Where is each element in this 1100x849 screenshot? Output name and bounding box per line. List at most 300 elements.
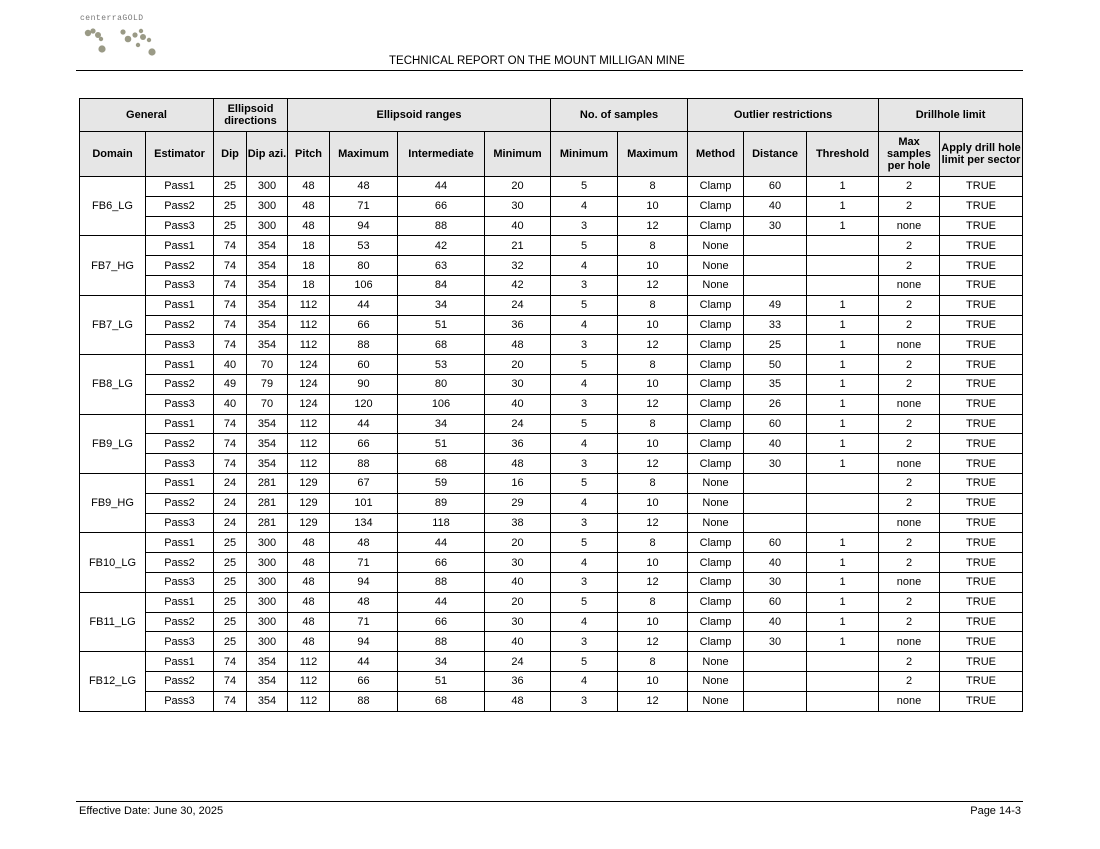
table-row [80, 335, 1023, 355]
col-header-apply-drill-hole-limit: Apply drill hole limit per sector [940, 132, 1023, 177]
cell-estimator: Pass3 [146, 335, 214, 355]
group-header-drillhole-limit: Drillhole limit [879, 99, 1023, 132]
cell-max-samples-per-hole: 2 [879, 612, 940, 632]
cell-dip: 74 [214, 256, 247, 276]
cell-estimator: Pass3 [146, 691, 214, 711]
cell-samples-minimum: 5 [551, 592, 618, 612]
company-logo [80, 14, 170, 64]
cell-distance: 40 [744, 612, 807, 632]
cell-domain: FB11_LG [80, 592, 146, 651]
group-header-ellipsoid-ranges: Ellipsoid ranges [288, 99, 551, 132]
cell-method: None [688, 671, 744, 691]
cell-range-intermediate: 118 [398, 513, 485, 533]
table-row [80, 355, 1023, 375]
cell-samples-maximum: 12 [618, 275, 688, 295]
cell-samples-minimum: 3 [551, 394, 618, 414]
table-row [80, 612, 1023, 632]
cell-pitch: 112 [288, 434, 330, 454]
cell-samples-minimum: 5 [551, 533, 618, 553]
cell-estimator: Pass3 [146, 275, 214, 295]
cell-range-intermediate: 89 [398, 493, 485, 513]
cell-range-intermediate: 68 [398, 335, 485, 355]
cell-domain: FB10_LG [80, 533, 146, 592]
cell-samples-maximum: 8 [618, 236, 688, 256]
cell-pitch: 112 [288, 315, 330, 335]
cell-distance: 30 [744, 632, 807, 652]
cell-range-minimum: 21 [485, 236, 551, 256]
cell-range-maximum: 48 [330, 177, 398, 197]
cell-dip-azi: 281 [247, 493, 288, 513]
cell-apply-drill-hole-limit: TRUE [940, 216, 1023, 236]
cell-threshold [807, 691, 879, 711]
cell-range-maximum: 101 [330, 493, 398, 513]
cell-estimator: Pass1 [146, 414, 214, 434]
cell-threshold [807, 473, 879, 493]
cell-apply-drill-hole-limit: TRUE [940, 355, 1023, 375]
cell-pitch: 48 [288, 216, 330, 236]
cell-threshold: 1 [807, 533, 879, 553]
cell-range-intermediate: 59 [398, 473, 485, 493]
cell-distance: 40 [744, 196, 807, 216]
cell-method: Clamp [688, 632, 744, 652]
cell-method: None [688, 275, 744, 295]
cell-pitch: 124 [288, 374, 330, 394]
cell-distance [744, 691, 807, 711]
cell-dip: 40 [214, 394, 247, 414]
cell-range-intermediate: 34 [398, 414, 485, 434]
cell-range-maximum: 94 [330, 216, 398, 236]
cell-range-maximum: 71 [330, 612, 398, 632]
cell-max-samples-per-hole: none [879, 632, 940, 652]
cell-threshold: 1 [807, 315, 879, 335]
cell-apply-drill-hole-limit: TRUE [940, 592, 1023, 612]
cell-distance [744, 671, 807, 691]
cell-samples-maximum: 12 [618, 216, 688, 236]
cell-pitch: 48 [288, 592, 330, 612]
col-header-samples-minimum: Minimum [551, 132, 618, 177]
cell-range-minimum: 36 [485, 671, 551, 691]
cell-max-samples-per-hole: 2 [879, 196, 940, 216]
cell-dip-azi: 300 [247, 553, 288, 573]
cell-samples-maximum: 12 [618, 335, 688, 355]
cell-distance: 60 [744, 533, 807, 553]
cell-distance: 30 [744, 454, 807, 474]
cell-max-samples-per-hole: 2 [879, 177, 940, 197]
cell-distance: 30 [744, 572, 807, 592]
cell-pitch: 129 [288, 513, 330, 533]
cell-threshold [807, 652, 879, 672]
table-row [80, 177, 1023, 197]
group-header-ellipsoid-directions: Ellipsoid directions [214, 99, 288, 132]
cell-estimator: Pass2 [146, 315, 214, 335]
cell-max-samples-per-hole: 2 [879, 295, 940, 315]
cell-range-intermediate: 51 [398, 315, 485, 335]
cell-estimator: Pass3 [146, 513, 214, 533]
cell-samples-minimum: 4 [551, 315, 618, 335]
cell-max-samples-per-hole: none [879, 216, 940, 236]
cell-distance [744, 275, 807, 295]
cell-samples-maximum: 12 [618, 632, 688, 652]
cell-range-intermediate: 51 [398, 671, 485, 691]
cell-threshold: 1 [807, 632, 879, 652]
cell-range-maximum: 66 [330, 671, 398, 691]
cell-range-maximum: 80 [330, 256, 398, 276]
cell-estimator: Pass2 [146, 671, 214, 691]
cell-method: Clamp [688, 315, 744, 335]
cell-range-minimum: 29 [485, 493, 551, 513]
table-row [80, 315, 1023, 335]
col-header-pitch: Pitch [288, 132, 330, 177]
cell-apply-drill-hole-limit: TRUE [940, 572, 1023, 592]
cell-estimator: Pass3 [146, 632, 214, 652]
cell-dip-azi: 300 [247, 592, 288, 612]
cell-samples-maximum: 10 [618, 315, 688, 335]
cell-method: Clamp [688, 374, 744, 394]
cell-range-minimum: 40 [485, 572, 551, 592]
cell-range-minimum: 48 [485, 691, 551, 711]
cell-threshold [807, 275, 879, 295]
cell-apply-drill-hole-limit: TRUE [940, 196, 1023, 216]
cell-samples-minimum: 3 [551, 454, 618, 474]
cell-dip-azi: 354 [247, 256, 288, 276]
cell-dip-azi: 300 [247, 572, 288, 592]
cell-range-maximum: 67 [330, 473, 398, 493]
cell-range-minimum: 30 [485, 612, 551, 632]
cell-max-samples-per-hole: 2 [879, 414, 940, 434]
cell-samples-minimum: 4 [551, 671, 618, 691]
cell-dip: 24 [214, 493, 247, 513]
cell-method: Clamp [688, 434, 744, 454]
cell-apply-drill-hole-limit: TRUE [940, 612, 1023, 632]
cell-range-intermediate: 34 [398, 295, 485, 315]
cell-dip-azi: 354 [247, 335, 288, 355]
cell-estimator: Pass1 [146, 592, 214, 612]
cell-estimator: Pass2 [146, 374, 214, 394]
cell-range-maximum: 71 [330, 553, 398, 573]
cell-method: None [688, 652, 744, 672]
cell-range-minimum: 38 [485, 513, 551, 533]
cell-samples-maximum: 8 [618, 533, 688, 553]
cell-pitch: 124 [288, 355, 330, 375]
cell-dip-azi: 354 [247, 295, 288, 315]
cell-pitch: 48 [288, 612, 330, 632]
cell-dip-azi: 354 [247, 671, 288, 691]
cell-pitch: 48 [288, 533, 330, 553]
cell-max-samples-per-hole: 2 [879, 493, 940, 513]
cell-samples-maximum: 10 [618, 553, 688, 573]
cell-pitch: 48 [288, 632, 330, 652]
cell-apply-drill-hole-limit: TRUE [940, 691, 1023, 711]
cell-method: Clamp [688, 295, 744, 315]
cell-range-minimum: 36 [485, 315, 551, 335]
cell-max-samples-per-hole: 2 [879, 256, 940, 276]
cell-dip: 25 [214, 572, 247, 592]
cell-range-intermediate: 44 [398, 533, 485, 553]
cell-distance: 26 [744, 394, 807, 414]
cell-range-minimum: 40 [485, 216, 551, 236]
cell-distance: 49 [744, 295, 807, 315]
cell-dip-azi: 70 [247, 394, 288, 414]
cell-samples-minimum: 5 [551, 652, 618, 672]
cell-threshold: 1 [807, 553, 879, 573]
cell-threshold [807, 513, 879, 533]
cell-estimator: Pass1 [146, 177, 214, 197]
cell-dip: 74 [214, 335, 247, 355]
cell-domain: FB8_LG [80, 355, 146, 414]
cell-max-samples-per-hole: none [879, 513, 940, 533]
cell-threshold: 1 [807, 196, 879, 216]
cell-apply-drill-hole-limit: TRUE [940, 671, 1023, 691]
col-header-domain: Domain [80, 132, 146, 177]
cell-samples-maximum: 8 [618, 355, 688, 375]
cell-max-samples-per-hole: none [879, 275, 940, 295]
cell-distance [744, 513, 807, 533]
cell-dip: 24 [214, 513, 247, 533]
cell-dip: 25 [214, 632, 247, 652]
cell-samples-maximum: 8 [618, 177, 688, 197]
cell-dip: 74 [214, 414, 247, 434]
cell-dip-azi: 354 [247, 414, 288, 434]
cell-max-samples-per-hole: none [879, 454, 940, 474]
cell-range-minimum: 30 [485, 374, 551, 394]
table-row [80, 295, 1023, 315]
cell-dip: 74 [214, 295, 247, 315]
cell-pitch: 112 [288, 335, 330, 355]
cell-dip-azi: 354 [247, 236, 288, 256]
cell-threshold: 1 [807, 454, 879, 474]
cell-dip: 25 [214, 592, 247, 612]
table-row [80, 236, 1023, 256]
table-row [80, 513, 1023, 533]
cell-estimator: Pass1 [146, 533, 214, 553]
cell-samples-minimum: 3 [551, 513, 618, 533]
cell-samples-maximum: 8 [618, 652, 688, 672]
cell-max-samples-per-hole: none [879, 394, 940, 414]
cell-estimator: Pass2 [146, 553, 214, 573]
footer-divider [76, 801, 1023, 802]
cell-max-samples-per-hole: 2 [879, 236, 940, 256]
cell-samples-minimum: 5 [551, 295, 618, 315]
cell-dip-azi: 354 [247, 652, 288, 672]
cell-dip: 25 [214, 196, 247, 216]
cell-range-maximum: 48 [330, 592, 398, 612]
cell-estimator: Pass1 [146, 355, 214, 375]
cell-distance [744, 493, 807, 513]
table-row [80, 434, 1023, 454]
cell-pitch: 112 [288, 652, 330, 672]
cell-method: Clamp [688, 572, 744, 592]
cell-method: Clamp [688, 216, 744, 236]
cell-samples-minimum: 4 [551, 374, 618, 394]
cell-range-intermediate: 106 [398, 394, 485, 414]
cell-range-intermediate: 88 [398, 632, 485, 652]
cell-method: None [688, 691, 744, 711]
table-row [80, 256, 1023, 276]
cell-range-minimum: 20 [485, 355, 551, 375]
cell-range-minimum: 24 [485, 414, 551, 434]
cell-range-minimum: 24 [485, 295, 551, 315]
cell-threshold [807, 236, 879, 256]
cell-distance: 25 [744, 335, 807, 355]
table-row [80, 652, 1023, 672]
cell-threshold: 1 [807, 592, 879, 612]
cell-range-intermediate: 66 [398, 553, 485, 573]
cell-apply-drill-hole-limit: TRUE [940, 513, 1023, 533]
cell-range-intermediate: 66 [398, 196, 485, 216]
cell-pitch: 129 [288, 493, 330, 513]
cell-samples-maximum: 12 [618, 454, 688, 474]
cell-max-samples-per-hole: none [879, 335, 940, 355]
cell-range-maximum: 71 [330, 196, 398, 216]
cell-samples-minimum: 5 [551, 473, 618, 493]
cell-max-samples-per-hole: 2 [879, 374, 940, 394]
cell-distance [744, 473, 807, 493]
table-body [80, 177, 1023, 712]
cell-dip-azi: 300 [247, 196, 288, 216]
cell-samples-minimum: 4 [551, 256, 618, 276]
cell-range-maximum: 48 [330, 533, 398, 553]
cell-range-intermediate: 51 [398, 434, 485, 454]
cell-range-minimum: 30 [485, 196, 551, 216]
cell-samples-minimum: 4 [551, 493, 618, 513]
cell-range-intermediate: 44 [398, 592, 485, 612]
cell-apply-drill-hole-limit: TRUE [940, 335, 1023, 355]
cell-samples-minimum: 4 [551, 553, 618, 573]
cell-range-maximum: 106 [330, 275, 398, 295]
cell-max-samples-per-hole: 2 [879, 434, 940, 454]
cell-distance: 33 [744, 315, 807, 335]
cell-pitch: 129 [288, 473, 330, 493]
cell-apply-drill-hole-limit: TRUE [940, 275, 1023, 295]
cell-samples-minimum: 5 [551, 177, 618, 197]
cell-range-intermediate: 68 [398, 454, 485, 474]
cell-apply-drill-hole-limit: TRUE [940, 394, 1023, 414]
cell-range-intermediate: 42 [398, 236, 485, 256]
cell-samples-maximum: 12 [618, 691, 688, 711]
cell-distance [744, 256, 807, 276]
cell-distance: 40 [744, 553, 807, 573]
cell-distance [744, 236, 807, 256]
cell-domain: FB7_HG [80, 236, 146, 295]
cell-threshold [807, 256, 879, 276]
cell-range-minimum: 16 [485, 473, 551, 493]
table-row [80, 374, 1023, 394]
table-row [80, 454, 1023, 474]
cell-estimator: Pass1 [146, 236, 214, 256]
cell-dip: 74 [214, 671, 247, 691]
cell-method: None [688, 256, 744, 276]
cell-range-intermediate: 63 [398, 256, 485, 276]
cell-apply-drill-hole-limit: TRUE [940, 473, 1023, 493]
cell-apply-drill-hole-limit: TRUE [940, 374, 1023, 394]
col-header-range-maximum: Maximum [330, 132, 398, 177]
cell-max-samples-per-hole: 2 [879, 355, 940, 375]
cell-samples-maximum: 12 [618, 513, 688, 533]
cell-apply-drill-hole-limit: TRUE [940, 652, 1023, 672]
cell-range-minimum: 32 [485, 256, 551, 276]
cell-max-samples-per-hole: none [879, 572, 940, 592]
cell-samples-minimum: 3 [551, 691, 618, 711]
cell-domain: FB6_LG [80, 177, 146, 236]
cell-threshold: 1 [807, 374, 879, 394]
cell-distance: 60 [744, 177, 807, 197]
table-row [80, 275, 1023, 295]
table-row [80, 196, 1023, 216]
cell-dip-azi: 354 [247, 454, 288, 474]
cell-range-intermediate: 44 [398, 177, 485, 197]
cell-max-samples-per-hole: 2 [879, 671, 940, 691]
cell-apply-drill-hole-limit: TRUE [940, 454, 1023, 474]
cell-dip-azi: 70 [247, 355, 288, 375]
cell-samples-minimum: 4 [551, 612, 618, 632]
cell-pitch: 112 [288, 454, 330, 474]
cell-samples-maximum: 10 [618, 374, 688, 394]
cell-distance: 35 [744, 374, 807, 394]
cell-dip-azi: 354 [247, 691, 288, 711]
cell-range-minimum: 30 [485, 553, 551, 573]
cell-domain: FB7_LG [80, 295, 146, 354]
cell-distance: 30 [744, 216, 807, 236]
cell-pitch: 48 [288, 553, 330, 573]
table-row [80, 592, 1023, 612]
cell-threshold [807, 493, 879, 513]
col-header-estimator: Estimator [146, 132, 214, 177]
cell-method: Clamp [688, 414, 744, 434]
cell-pitch: 124 [288, 394, 330, 414]
table-row [80, 394, 1023, 414]
cell-threshold: 1 [807, 216, 879, 236]
cell-distance: 40 [744, 434, 807, 454]
cell-distance: 50 [744, 355, 807, 375]
cell-dip: 74 [214, 434, 247, 454]
cell-dip: 74 [214, 652, 247, 672]
cell-samples-maximum: 8 [618, 473, 688, 493]
cell-pitch: 18 [288, 275, 330, 295]
cell-samples-minimum: 4 [551, 196, 618, 216]
cell-pitch: 112 [288, 671, 330, 691]
cell-domain: FB9_HG [80, 473, 146, 532]
cell-range-intermediate: 80 [398, 374, 485, 394]
cell-estimator: Pass1 [146, 652, 214, 672]
cell-range-maximum: 66 [330, 434, 398, 454]
cell-method: None [688, 473, 744, 493]
cell-range-maximum: 88 [330, 335, 398, 355]
table-row [80, 553, 1023, 573]
cell-samples-minimum: 5 [551, 414, 618, 434]
cell-pitch: 112 [288, 295, 330, 315]
cell-estimator: Pass2 [146, 434, 214, 454]
cell-estimator: Pass2 [146, 612, 214, 632]
cell-pitch: 18 [288, 256, 330, 276]
group-header-row [80, 99, 1023, 132]
cell-range-minimum: 48 [485, 454, 551, 474]
cell-apply-drill-hole-limit: TRUE [940, 493, 1023, 513]
cell-dip-azi: 354 [247, 434, 288, 454]
cell-range-minimum: 20 [485, 177, 551, 197]
group-header-no-of-samples: No. of samples [551, 99, 688, 132]
cell-apply-drill-hole-limit: TRUE [940, 553, 1023, 573]
cell-range-intermediate: 34 [398, 652, 485, 672]
cell-dip-azi: 354 [247, 275, 288, 295]
cell-range-maximum: 120 [330, 394, 398, 414]
cell-apply-drill-hole-limit: TRUE [940, 256, 1023, 276]
cell-method: Clamp [688, 335, 744, 355]
cell-range-minimum: 36 [485, 434, 551, 454]
cell-pitch: 112 [288, 414, 330, 434]
cell-dip: 25 [214, 612, 247, 632]
cell-dip: 25 [214, 216, 247, 236]
cell-samples-minimum: 3 [551, 335, 618, 355]
